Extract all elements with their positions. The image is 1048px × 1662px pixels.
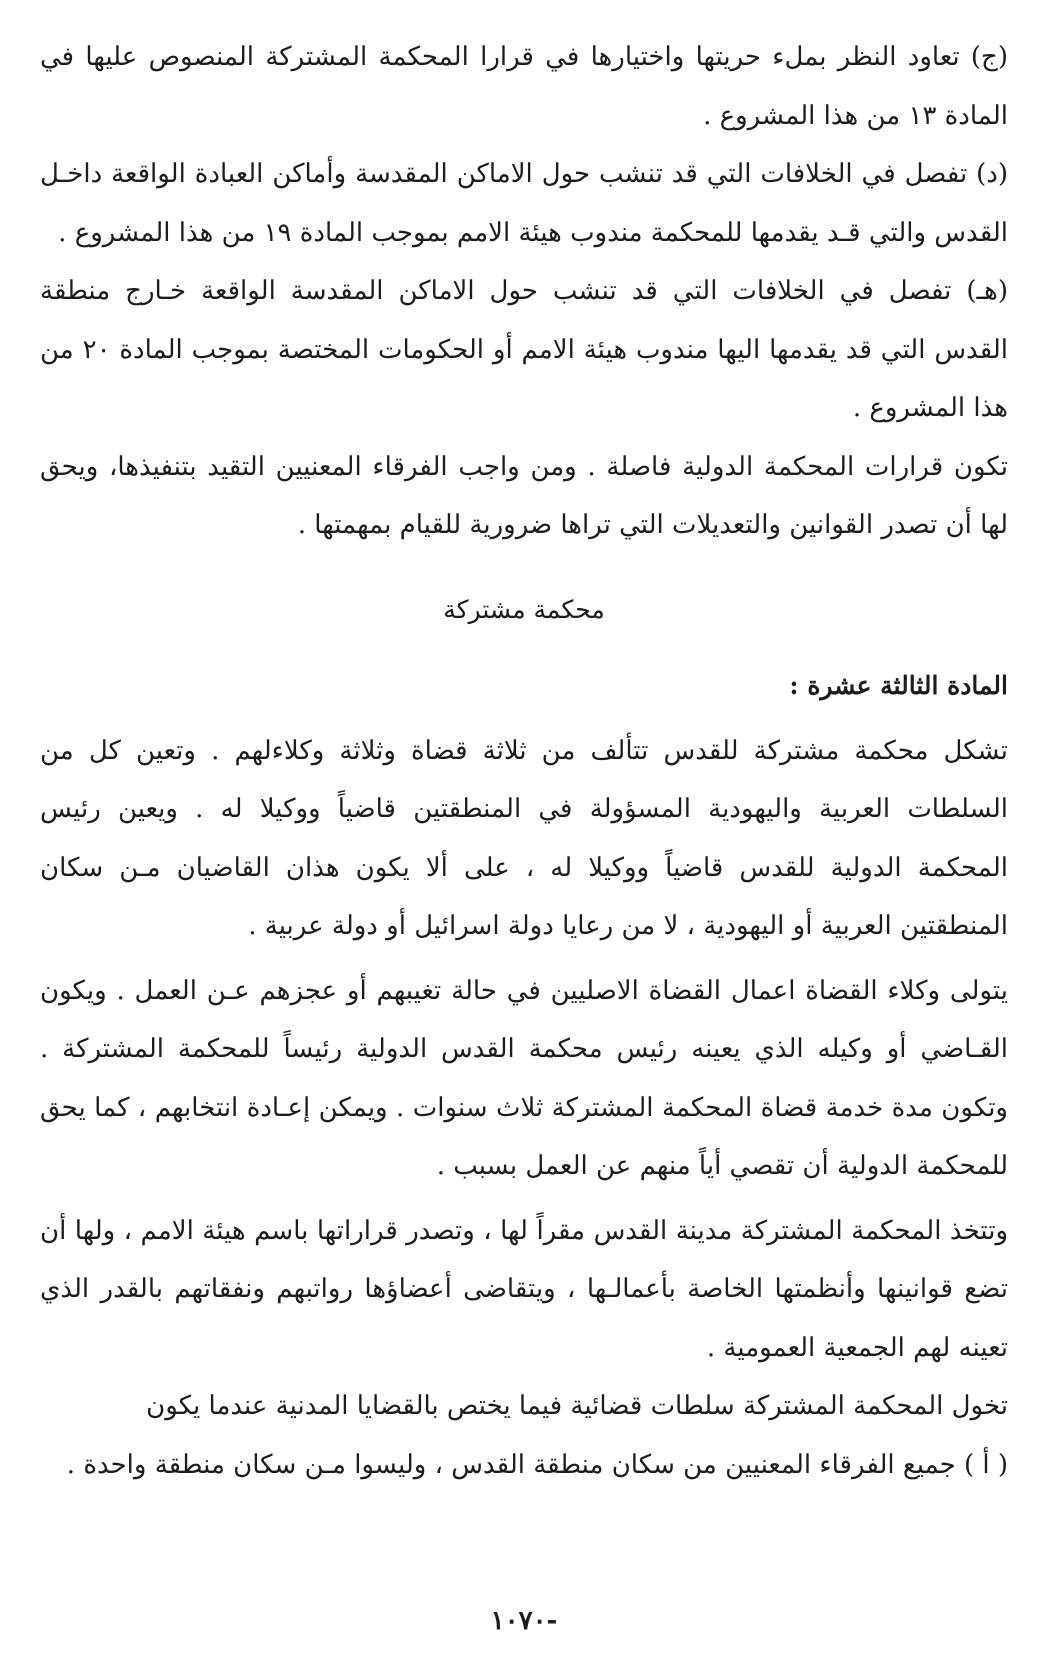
page-number: -١٠٧٠ bbox=[490, 1606, 558, 1636]
paragraph-a: ( أ ) جميع الفرقاء المعنيين من سكان منطقة القدس ، وليسوا مـن سكان منطقة واحدة . bbox=[66, 1449, 1008, 1480]
paragraph-d: (د) تفصل في الخلافات التي قد تنشب حول الاماكن المقدسة وأماكن العبادة الواقعة داخـل القدس والتي قـد يقدمها للمحكمة مندوب هيئة الامم بموجب المادة ١٩ من هذا المشروع . bbox=[40, 159, 1009, 248]
paragraph-court-formation: تشكل محكمة مشتركة للقدس تتألف من ثلاثة قضاة وثلاثة وكلاءلهم . وتعين كل من السلطات العربية واليهودية المسؤولة في المنطقتين قاضياً ووكيلا له . ويعين رئيس المحكمة الدولية للقدس قاضياً ووكيلا له ، على ألا يكون هذان القاضيان مـن سكان المنطقتين العربية أو اليهودية ، لا من رعايا دولة اسرائيل أو دولة عربية . bbox=[40, 735, 1008, 941]
paragraph-e: (هـ) تفصل في الخلافات التي قد تنشب حول الاماكن المقدسة الواقعة خـارج منطقة القدس التي قد يقدمها اليها مندوب هيئة الامم أو الحكومات المختصة بموجب المادة ٢٠ من هذا المشروع . bbox=[40, 276, 1009, 423]
paragraph-jurisdiction: تخول المحكمة المشتركة سلطات قضائية فيما يختص بالقضايا المدنية عندما يكون bbox=[146, 1391, 1008, 1421]
document-page bbox=[40, 28, 1008, 1628]
paragraph-seat: وتتخذ المحكمة المشتركة مدينة القدس مقراً لها ، وتصدر قراراتها باسم هيئة الامم ، ولها أن تضع قوانينها وأنظمتها الخاصة بأعمالـها ، ويتقاضى أعضاؤها رواتبهم ونفقاتهم بالقدر الذي تعينه لهم الجمعية العمومية . bbox=[40, 1215, 1008, 1363]
article-title: المادة الثالثة عشرة : bbox=[789, 671, 1008, 700]
paragraph-decisions: تكون قرارات المحكمة الدولية فاصلة . ومن واجب الفرقاء المعنيين التقيد بتنفيذها، ويحق لها أن تصدر القوانين والتعديلات التي تراها ضرورية للقيام بمهمتها . bbox=[40, 451, 1008, 540]
paragraph-deputies: يتولى وكلاء القضاة اعمال القضاة الاصليين في حالة تغيبهم أو عجزهم عـن العمل . ويكون القـاضي أو وكيله الذي يعينه رئيس محكمة القدس الدولية رئيساً للمحكمة المشتركة . وتكون مدة خدمة قضاة المحكمة المشتركة ثلاث سنوات . ويمكن إعـادة انتخابهم ، كما يحق للمحكمة الدولية أن تقصي أياً منهم عن العمل بسبب . bbox=[40, 975, 1008, 1181]
section-heading: محكمة مشتركة bbox=[443, 594, 605, 624]
paragraph-c: (ج) تعاود النظر بملء حريتها واختيارها في قرارا المحكمة المشتركة المنصوص عليها في المادة ١٣ من هذا المشروع . bbox=[40, 42, 1008, 131]
